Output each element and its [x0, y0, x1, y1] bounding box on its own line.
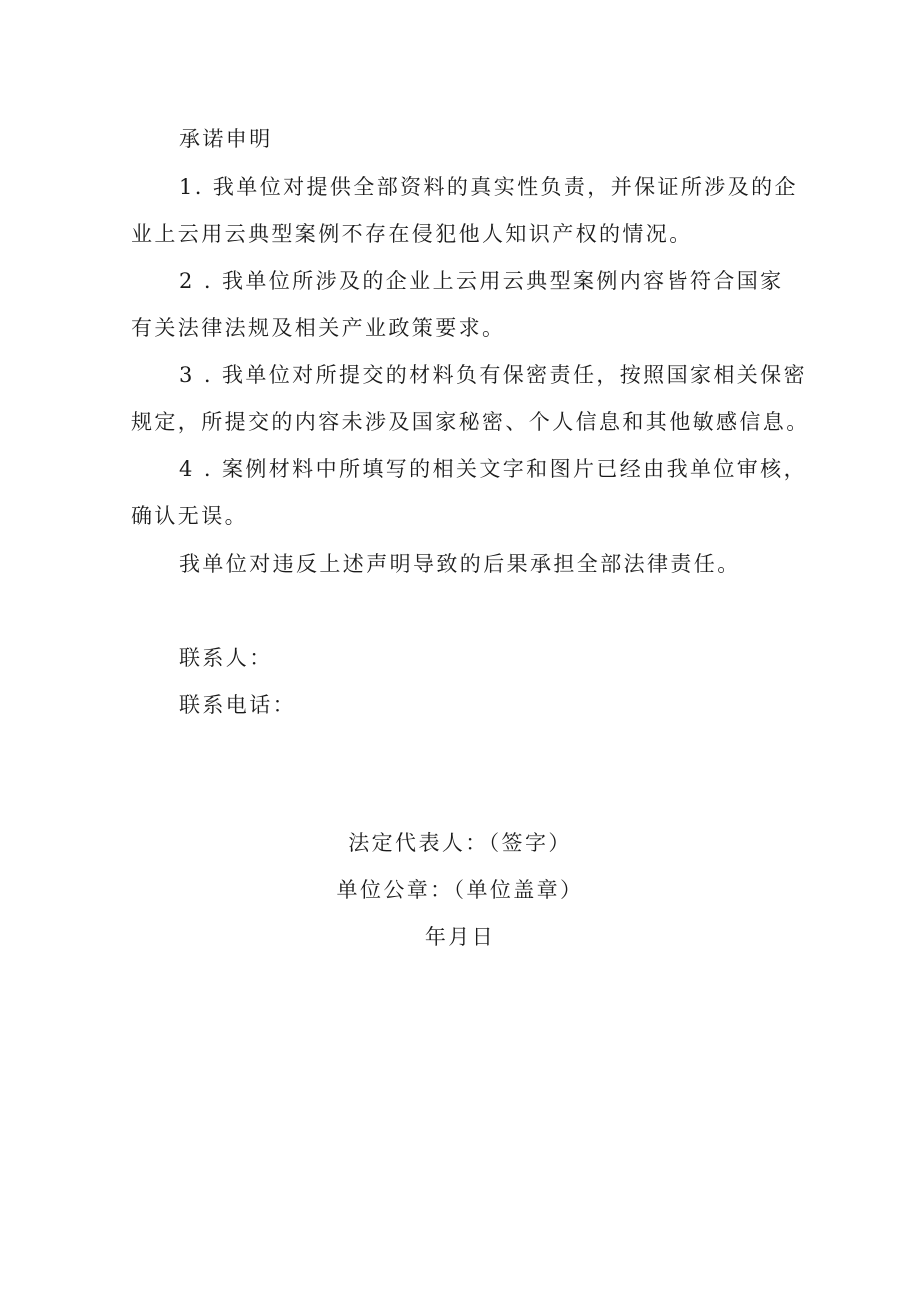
closing-statement: 我单位对违反上述声明导致的后果承担全部法律责任。	[179, 552, 741, 576]
item-1-line-1: 1. 我单位对提供全部资料的真实性负责，并保证所涉及的企	[179, 175, 798, 199]
unit-seal: 单位公章：（单位盖章）	[336, 878, 584, 902]
contact-person-label: 联系人：	[179, 646, 273, 670]
item-4-line-1: 4 . 案例材料中所填写的相关文字和图片已经由我单位审核，	[179, 457, 807, 481]
item-2-line-2: 有关法律法规及相关产业政策要求。	[131, 316, 506, 340]
item-1-line-2: 业上云用云典型案例不存在侵犯他人知识产权的情况。	[131, 222, 693, 246]
item-2-line-1: 2 . 我单位所涉及的企业上云用云典型案例内容皆符合国家	[179, 269, 784, 293]
item-4-line-2: 确认无误。	[131, 504, 248, 528]
item-3-line-2: 规定，所提交的内容未涉及国家秘密、个人信息和其他敏感信息。	[131, 410, 810, 434]
signature-date: 年月日	[424, 925, 496, 949]
contact-phone-label: 联系电话：	[179, 693, 296, 717]
document-title: 承诺申明	[179, 127, 273, 151]
item-3-line-1: 3 . 我单位对所提交的材料负有保密责任，按照国家相关保密	[179, 363, 807, 387]
legal-representative-signature: 法定代表人：（签字）	[348, 831, 572, 855]
